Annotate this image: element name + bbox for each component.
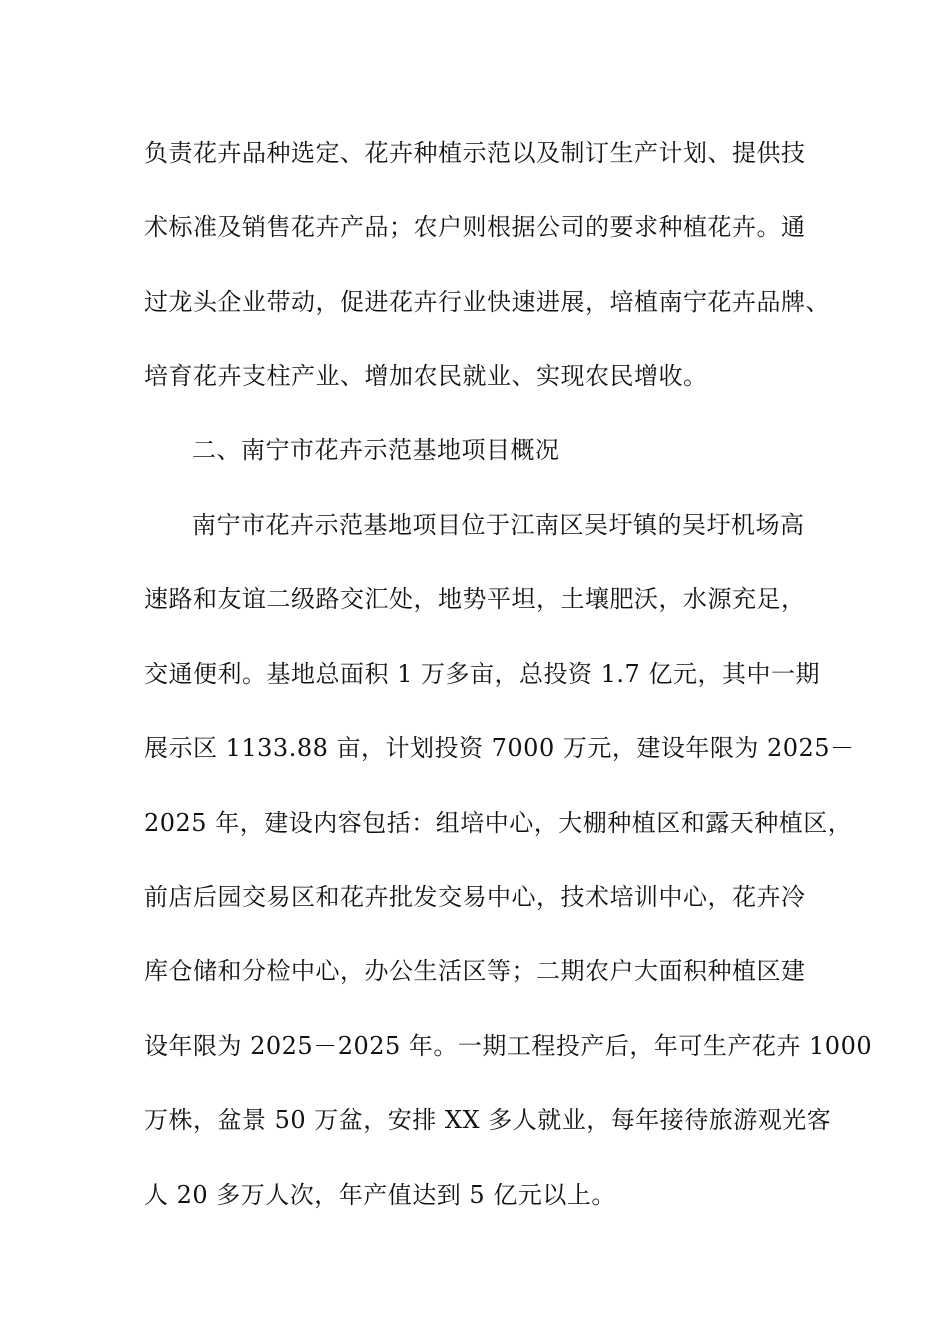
paragraph-line: 万株，盆景 50 万盆，安排 XX 多人就业，每年接待旅游观光客: [144, 1106, 832, 1134]
paragraph-line: 前店后园交易区和花卉批发交易中心，技术培训中心，花卉冷: [144, 883, 806, 911]
paragraph-line: 人 20 多万人次，年产值达到 5 亿元以上。: [144, 1181, 616, 1209]
paragraph-line: 负责花卉品种选定、花卉种植示范以及制订生产计划、提供技: [144, 139, 806, 167]
section-heading: 二、南宁市花卉示范基地项目概况: [192, 436, 560, 464]
paragraph-line: 速路和友谊二级路交汇处，地势平坦，土壤肥沃，水源充足，: [144, 585, 806, 613]
paragraph-line: 库仓储和分检中心，办公生活区等；二期农户大面积种植区建: [144, 957, 806, 985]
paragraph-line: 南宁市花卉示范基地项目位于江南区吴圩镇的吴圩机场高: [192, 511, 805, 539]
paragraph-line: 术标准及销售花卉产品；农户则根据公司的要求种植花卉。通: [144, 213, 806, 241]
paragraph-line: 过龙头企业带动，促进花卉行业快速进展，培植南宁花卉品牌、: [144, 288, 830, 316]
paragraph-line: 培育花卉支柱产业、增加农民就业、实现农民增收。: [144, 362, 708, 390]
paragraph-line: 展示区 1133.88 亩，计划投资 7000 万元，建设年限为 2025－: [144, 734, 855, 762]
paragraph-line: 交通便利。基地总面积 1 万多亩，总投资 1.7 亿元，其中一期: [144, 660, 820, 688]
paragraph-line: 设年限为 2025－2025 年。一期工程投产后，年可生产花卉 1000: [144, 1032, 873, 1060]
paragraph-line: 2025 年，建设内容包括：组培中心，大棚种植区和露天种植区，: [144, 809, 853, 837]
